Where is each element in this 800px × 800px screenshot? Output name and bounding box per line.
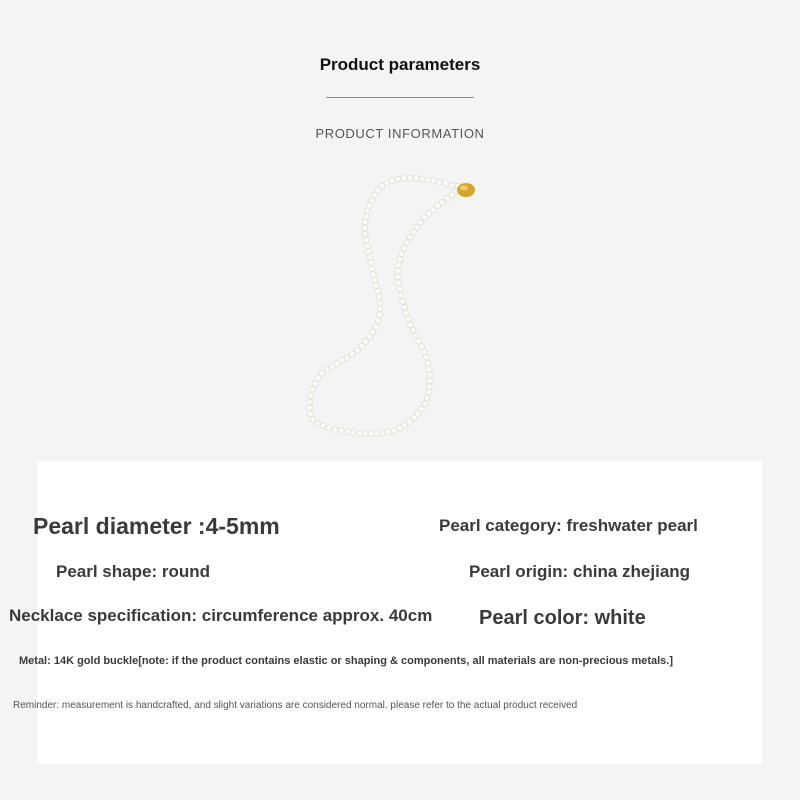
pearl-bead xyxy=(449,182,455,188)
pearl-bead xyxy=(373,324,379,330)
pearl-bead xyxy=(369,266,375,272)
pearl-bead xyxy=(380,430,386,436)
pearl-bead xyxy=(396,262,402,268)
pearl-bead xyxy=(426,389,432,395)
pearl-bead xyxy=(408,322,414,328)
pearl-bead xyxy=(314,420,320,426)
pearl-bead xyxy=(418,219,424,225)
pearl-bead xyxy=(363,431,369,437)
pearl-bead xyxy=(397,257,403,263)
pearl-strand xyxy=(307,175,461,436)
pearl-bead xyxy=(411,229,417,235)
pearl-bead xyxy=(377,312,383,318)
pearl-bead xyxy=(407,234,413,240)
spec-metal: Metal: 14K gold buckle[note: if the product contains elastic or shaping & components, all materials are non-precious metals.] xyxy=(19,655,674,667)
title-divider xyxy=(326,97,474,98)
pearl-bead xyxy=(404,310,410,316)
pearl-bead xyxy=(384,180,390,186)
pearl-bead xyxy=(354,348,360,354)
pearl-bead xyxy=(395,274,401,280)
spec-category: Pearl category: freshwater pearl xyxy=(439,516,698,535)
pearl-bead xyxy=(363,237,369,243)
pearl-bead xyxy=(427,384,433,390)
pearl-bead xyxy=(424,395,430,401)
pearl-bead xyxy=(370,272,376,278)
pearl-bead xyxy=(401,175,407,181)
pearl-bead xyxy=(320,423,326,429)
pearl-bead xyxy=(399,251,405,257)
pearl-bead xyxy=(310,386,316,392)
pearl-bead xyxy=(366,203,372,209)
pearl-bead xyxy=(375,318,381,324)
pearl-bead xyxy=(416,338,422,344)
pearl-bead xyxy=(395,280,401,286)
pearl-bead xyxy=(449,192,455,198)
pearl-bead xyxy=(413,175,419,181)
pearl-bead xyxy=(366,249,372,255)
pearl-bead xyxy=(376,294,382,300)
pearl-bead xyxy=(307,411,313,417)
pearl-bead xyxy=(389,178,395,184)
pearl-bead xyxy=(419,406,425,412)
pearl-bead xyxy=(405,316,411,322)
pearl-bead xyxy=(413,333,419,339)
pearl-bead xyxy=(350,351,356,357)
pearl-bead xyxy=(362,219,368,225)
pearl-bead xyxy=(363,339,369,345)
pearl-bead xyxy=(421,349,427,355)
pearl-bead xyxy=(404,240,410,246)
pearl-bead xyxy=(402,422,408,428)
pearl-bead xyxy=(345,429,351,435)
pearl-bead xyxy=(362,225,368,231)
pearl-bead xyxy=(372,192,378,198)
pearl-bead xyxy=(419,344,425,350)
pearl-bead xyxy=(426,366,432,372)
pearl-bead xyxy=(425,177,431,183)
pearl-bead xyxy=(367,254,373,260)
pearl-bead xyxy=(368,260,374,266)
spec-diameter: Pearl diameter :4-5mm xyxy=(33,513,280,539)
section-subtitle: PRODUCT INFORMATION xyxy=(315,126,485,141)
gold-buckle-icon xyxy=(457,183,475,197)
pearl-bead xyxy=(443,181,449,187)
pearl-bead xyxy=(332,427,338,433)
pearl-bead xyxy=(391,427,397,433)
pearl-bead xyxy=(436,179,442,185)
pearl-bead xyxy=(319,370,325,376)
pearl-bead xyxy=(395,176,401,182)
pearl-bead xyxy=(377,300,383,306)
pearl-bead xyxy=(398,292,404,298)
pearl-bead xyxy=(422,401,428,407)
pearl-bead xyxy=(431,178,437,184)
pearl-bead xyxy=(377,306,383,312)
pearl-bead xyxy=(365,208,371,214)
pearl-bead xyxy=(359,343,365,349)
page-title: Product parameters xyxy=(319,55,481,74)
pearl-bead xyxy=(374,431,380,437)
pearl-bead xyxy=(338,428,344,434)
pearl-bead xyxy=(401,245,407,251)
spec-origin: Pearl origin: china zhejiang xyxy=(469,562,691,581)
pearl-bead xyxy=(362,231,368,237)
pearl-bead xyxy=(363,214,369,220)
pearl-bead xyxy=(425,360,431,366)
pearl-bead xyxy=(315,375,321,381)
pearl-bead xyxy=(397,286,403,292)
pearl-bead xyxy=(420,176,426,182)
pearl-bead xyxy=(402,304,408,310)
reminder-note: Reminder: measurement is handcrafted, and slight variations are considered normal. please refer to the actual product received xyxy=(13,700,578,711)
pearl-bead xyxy=(372,277,378,283)
pearl-bead xyxy=(326,425,332,431)
pearl-bead xyxy=(310,416,316,422)
pearl-bead xyxy=(386,429,392,435)
pearl-bead xyxy=(427,378,433,384)
pearl-bead xyxy=(312,380,318,386)
pearl-bead xyxy=(308,393,314,399)
pearl-bead xyxy=(329,363,335,369)
pearl-bead xyxy=(410,327,416,333)
pearl-bead xyxy=(373,283,379,289)
pearl-bead xyxy=(368,431,374,437)
pearl-necklace-image xyxy=(290,168,510,448)
pearl-bead xyxy=(364,243,370,249)
pearl-bead xyxy=(400,298,406,304)
pearl-bead xyxy=(307,399,313,405)
pearl-bead xyxy=(427,372,433,378)
pearl-bead xyxy=(375,288,381,294)
spec-necklace-size: Necklace specification: circumference approx. 40cm xyxy=(9,606,433,625)
pearl-bead xyxy=(357,430,363,436)
spec-shape: Pearl shape: round xyxy=(56,562,210,581)
pearl-bead xyxy=(351,430,357,436)
pearl-bead xyxy=(395,268,401,274)
spec-color: Pearl color: white xyxy=(479,607,646,629)
pearl-bead xyxy=(439,199,445,205)
pearl-bead xyxy=(407,175,413,181)
pearl-bead xyxy=(307,405,313,411)
